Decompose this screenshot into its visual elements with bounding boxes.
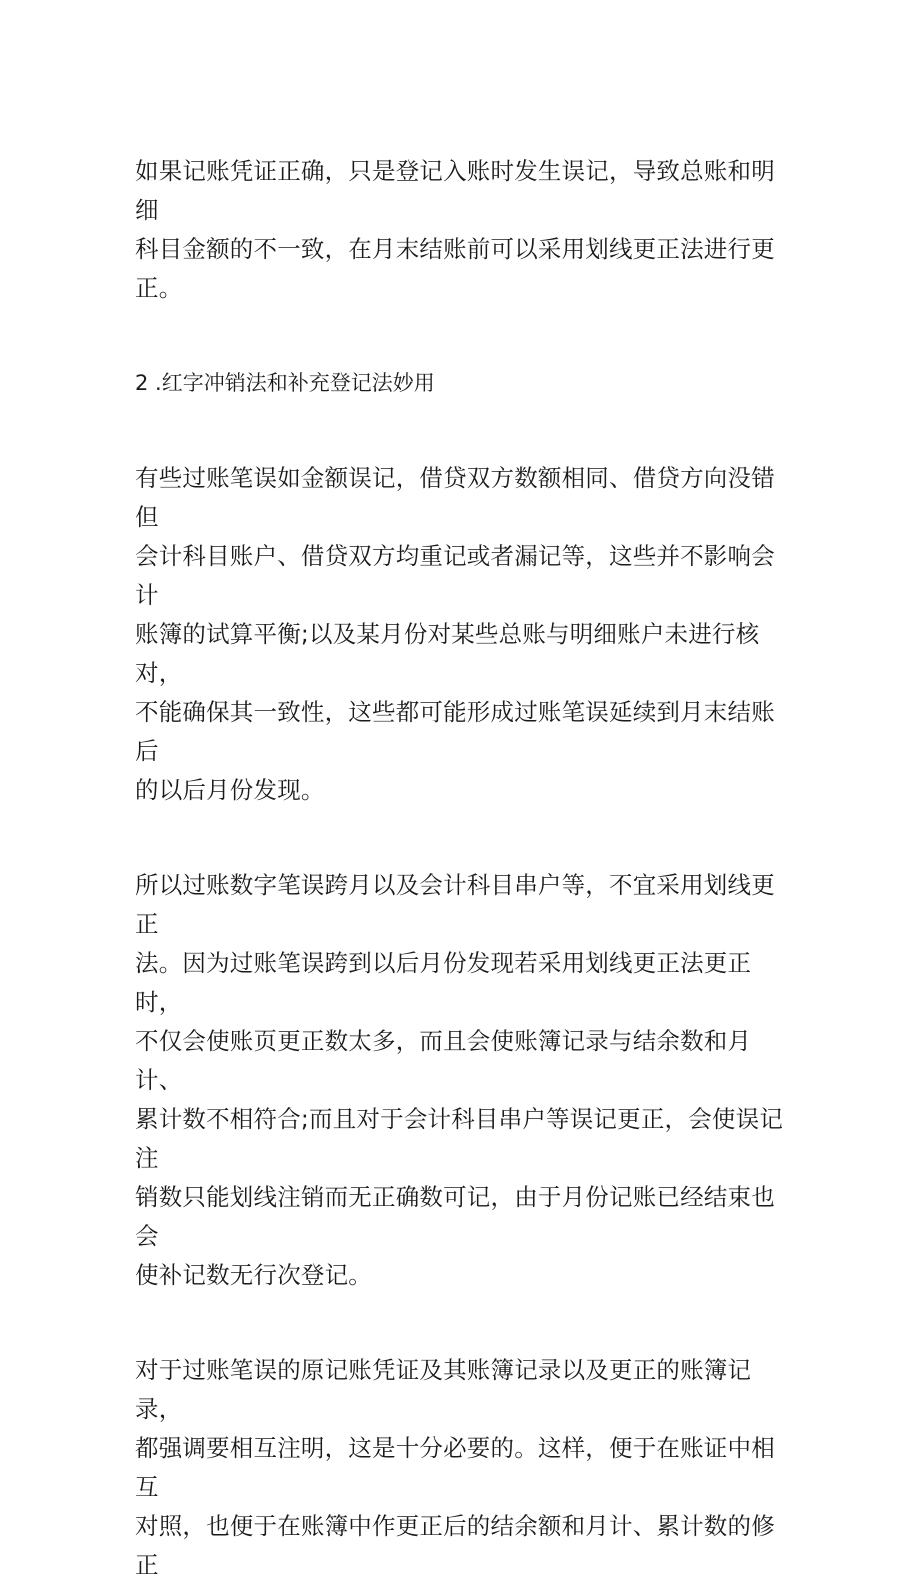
paragraph-cross-month: 所以过账数字笔误跨月以及会计科目串户等，不宜采用划线更正 法。因为过账笔误跨到以后月份发现若采用划线更正法更正时， 不仅会使账页更正数太多，而且会使账簿记录与结余数和月计、 累计数不相符合;而且对于会计科目串户等误记更正，会使误记注 销数只能划线注销而无正确数可记，由于月份记账已经结束也会 使补记数无行次登记。 xyxy=(135,871,784,1289)
section-heading: 2 .红字冲销法和补充登记法妙用 xyxy=(135,371,435,395)
paragraph-cross-reference: 对于过账笔误的原记账凭证及其账簿记录以及更正的账簿记录， 都强调要相互注明，这是十分必要的。这样，便于在账证中相互 对照，也便于在账簿中作更正后的结余额和月计、累计数的修正 xyxy=(135,1356,775,1579)
paragraph-gap xyxy=(135,403,795,459)
paragraph-gap xyxy=(135,308,795,364)
document-body xyxy=(135,152,795,1585)
paragraph-gap xyxy=(135,1295,795,1351)
paragraph-posting-errors: 有些过账笔误如金额误记，借贷双方数额相同、借贷方向没错但 会计科目账户、借贷双方均重记或者漏记等，这些并不影响会计 账簿的试算平衡;以及某月份对某些总账与明细账户未进行核对， 不能确保其一致性，这些都可能形成过账笔误延续到月末结账后 的以后月份发现。 xyxy=(135,464,775,804)
paragraph-gap xyxy=(135,810,795,866)
paragraph-line-correction: 如果记账凭证正确，只是登记入账时发生误记，导致总账和明细 科目金额的不一致，在月末结账前可以采用划线更正法进行更正。 xyxy=(135,157,775,302)
